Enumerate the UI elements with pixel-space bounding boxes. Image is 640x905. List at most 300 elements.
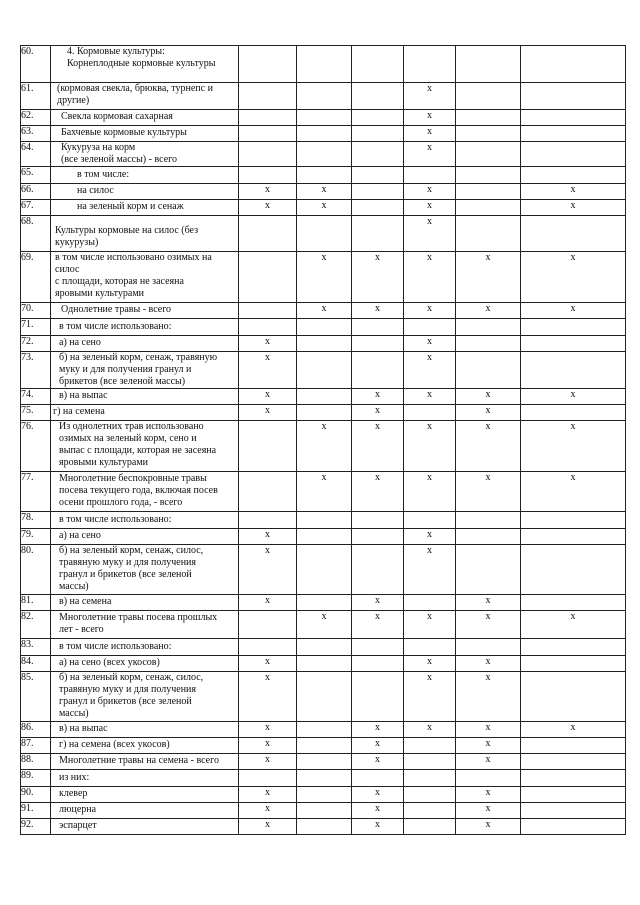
x-mark: x <box>375 819 380 830</box>
mark-cell <box>456 200 521 216</box>
mark-cell <box>352 611 404 639</box>
mark-cell <box>297 110 352 126</box>
x-mark: x <box>427 672 432 683</box>
mark-cell <box>297 819 352 835</box>
x-mark: x <box>485 819 491 830</box>
row-label-line: а) на сено <box>59 337 101 348</box>
x-mark: x <box>265 389 270 400</box>
x-mark: x <box>321 200 327 211</box>
mark-cell <box>521 639 626 656</box>
row-label-line: Из однолетних трав использовано <box>59 421 204 432</box>
x-mark: x <box>485 472 491 483</box>
mark-cell <box>404 722 456 738</box>
row-label-line: эспарцет <box>59 820 97 831</box>
row-label-line: в том числе использовано: <box>59 321 172 332</box>
mark-cell <box>352 142 404 167</box>
mark-cell <box>404 803 456 819</box>
row-label <box>51 336 239 352</box>
mark-cell <box>521 472 626 512</box>
mark-cell <box>352 389 404 405</box>
mark-cell <box>456 319 521 336</box>
x-mark: x <box>375 252 380 263</box>
mark-cell <box>521 200 626 216</box>
mark-cell <box>521 389 626 405</box>
mark-cell <box>456 803 521 819</box>
mark-cell <box>352 639 404 656</box>
row-label <box>51 595 239 611</box>
row-label <box>51 252 239 303</box>
table-row <box>21 512 626 529</box>
x-mark: x <box>427 83 432 94</box>
x-mark: x <box>485 421 491 432</box>
row-label-line: травяную муку и для получения <box>59 684 196 695</box>
row-label <box>51 389 239 405</box>
x-mark: x <box>427 336 432 347</box>
mark-cell <box>297 787 352 803</box>
x-mark: x <box>485 405 491 416</box>
row-label <box>51 529 239 545</box>
row-label-line: Корнеплодные кормовые культуры <box>67 58 216 69</box>
row-label-line: муку и для получения гранул и <box>59 364 192 375</box>
x-mark: x <box>265 529 270 540</box>
mark-cell <box>456 336 521 352</box>
mark-cell <box>456 529 521 545</box>
mark-cell <box>239 472 297 512</box>
row-label <box>51 512 239 529</box>
mark-cell <box>297 803 352 819</box>
mark-cell <box>456 722 521 738</box>
mark-cell <box>239 512 297 529</box>
mark-cell <box>297 389 352 405</box>
mark-cell <box>456 216 521 252</box>
row-label-line: массы) <box>59 581 89 592</box>
x-mark: x <box>321 184 327 195</box>
row-number: 71. <box>21 319 51 336</box>
row-number: 73. <box>21 352 51 389</box>
mark-cell <box>404 611 456 639</box>
row-number: 78. <box>21 512 51 529</box>
x-mark: x <box>570 252 576 263</box>
mark-cell <box>239 126 297 142</box>
row-label <box>51 405 239 421</box>
row-label-line: клевер <box>59 788 88 799</box>
row-label-line: а) на сено <box>59 530 101 541</box>
row-label <box>51 200 239 216</box>
row-label <box>51 110 239 126</box>
x-mark: x <box>265 787 270 798</box>
mark-cell <box>239 83 297 110</box>
mark-cell <box>239 738 297 754</box>
mark-cell <box>404 303 456 319</box>
table-row <box>21 639 626 656</box>
mark-cell <box>404 787 456 803</box>
mark-cell <box>404 512 456 529</box>
mark-cell <box>456 303 521 319</box>
mark-cell <box>521 184 626 200</box>
mark-cell <box>239 200 297 216</box>
row-label-line: гранул и брикетов (все зеленой <box>59 569 192 580</box>
mark-cell <box>352 126 404 142</box>
row-label-line: в том числе использовано: <box>59 514 172 525</box>
x-mark: x <box>375 754 380 765</box>
row-label-line: (все зеленой массы) - всего <box>61 154 177 165</box>
mark-cell <box>521 319 626 336</box>
mark-cell <box>456 110 521 126</box>
mark-cell <box>352 83 404 110</box>
row-label-line: г) на семена <box>53 406 105 417</box>
row-label-line: (кормовая свекла, брюква, турнепс и <box>57 83 213 94</box>
mark-cell <box>404 142 456 167</box>
x-mark: x <box>427 184 432 195</box>
x-mark: x <box>375 722 380 733</box>
mark-cell <box>297 595 352 611</box>
mark-cell <box>404 819 456 835</box>
row-label-line: травяную муку и для получения <box>59 557 196 568</box>
x-mark: x <box>485 611 491 622</box>
mark-cell <box>456 252 521 303</box>
row-label-line: Культуры кормовые на силос (без <box>55 225 199 236</box>
row-number: 81. <box>21 595 51 611</box>
row-label-line: осени прошлого года, - всего <box>59 497 183 508</box>
mark-cell <box>456 421 521 472</box>
row-label-line: в) на выпас <box>59 723 108 734</box>
row-label-line: б) на зеленый корм, сенаж, силос, <box>59 672 204 683</box>
x-mark: x <box>265 722 270 733</box>
mark-cell <box>352 738 404 754</box>
mark-cell <box>456 126 521 142</box>
mark-cell <box>521 83 626 110</box>
mark-cell <box>352 656 404 672</box>
row-number: 64. <box>21 142 51 167</box>
mark-cell <box>456 545 521 595</box>
x-mark: x <box>321 303 327 314</box>
mark-cell <box>521 216 626 252</box>
table-row <box>21 545 626 595</box>
mark-cell <box>297 184 352 200</box>
x-mark: x <box>570 184 576 195</box>
mark-cell <box>521 512 626 529</box>
mark-cell <box>239 110 297 126</box>
mark-cell <box>239 803 297 819</box>
row-label-line: с площади, которая не засеяна <box>55 276 184 287</box>
mark-cell <box>352 200 404 216</box>
row-number: 84. <box>21 656 51 672</box>
x-mark: x <box>427 303 432 314</box>
mark-cell <box>521 754 626 770</box>
table-row <box>21 200 626 216</box>
mark-cell <box>239 545 297 595</box>
mark-cell <box>404 656 456 672</box>
table-row <box>21 421 626 472</box>
mark-cell <box>239 770 297 787</box>
table-row <box>21 770 626 787</box>
mark-cell <box>521 352 626 389</box>
mark-cell <box>352 722 404 738</box>
row-label-line: массы) <box>59 708 89 719</box>
x-mark: x <box>485 787 491 798</box>
row-label <box>51 787 239 803</box>
row-label <box>51 656 239 672</box>
mark-cell <box>297 754 352 770</box>
mark-cell <box>239 184 297 200</box>
row-label <box>51 754 239 770</box>
row-label-line: озимых на зеленый корм, сено и <box>59 433 197 444</box>
mark-cell <box>239 421 297 472</box>
x-mark: x <box>485 656 491 667</box>
x-mark: x <box>265 819 270 830</box>
row-number: 85. <box>21 672 51 722</box>
mark-cell <box>352 167 404 184</box>
x-mark: x <box>265 595 270 606</box>
mark-cell <box>239 167 297 184</box>
row-number: 67. <box>21 200 51 216</box>
x-mark: x <box>570 303 576 314</box>
table-row <box>21 595 626 611</box>
mark-cell <box>352 216 404 252</box>
row-label <box>51 421 239 472</box>
mark-cell <box>404 110 456 126</box>
x-mark: x <box>375 611 380 622</box>
x-mark: x <box>570 421 576 432</box>
mark-cell <box>352 770 404 787</box>
mark-cell <box>456 611 521 639</box>
table-row <box>21 389 626 405</box>
mark-cell <box>456 738 521 754</box>
row-label-line: брикетов (все зеленой массы) <box>59 376 186 387</box>
mark-cell <box>297 472 352 512</box>
mark-cell <box>239 389 297 405</box>
x-mark: x <box>427 110 432 121</box>
row-label-line: посева текущего года, включая посев <box>59 485 218 496</box>
row-label-line: Многолетние травы посева прошлых <box>59 612 218 623</box>
x-mark: x <box>485 738 491 749</box>
mark-cell <box>456 83 521 110</box>
mark-cell <box>239 611 297 639</box>
x-mark: x <box>375 787 380 798</box>
mark-cell <box>521 421 626 472</box>
mark-cell <box>404 754 456 770</box>
mark-cell <box>456 405 521 421</box>
x-mark: x <box>427 142 432 153</box>
mark-cell <box>456 819 521 835</box>
row-number: 75. <box>21 405 51 421</box>
mark-cell <box>521 545 626 595</box>
mark-cell <box>404 770 456 787</box>
row-number: 72. <box>21 336 51 352</box>
row-label <box>51 545 239 595</box>
row-label <box>51 803 239 819</box>
mark-cell <box>404 389 456 405</box>
row-label <box>51 639 239 656</box>
row-label-line: выпас с площади, которая не засеяна <box>59 445 217 456</box>
row-number: 88. <box>21 754 51 770</box>
x-mark: x <box>375 303 380 314</box>
table-row <box>21 672 626 722</box>
table-row <box>21 110 626 126</box>
row-number: 79. <box>21 529 51 545</box>
table-row <box>21 738 626 754</box>
mark-cell <box>352 472 404 512</box>
x-mark: x <box>265 545 270 556</box>
row-label <box>51 167 239 184</box>
row-label <box>51 46 239 83</box>
mark-cell <box>404 421 456 472</box>
x-mark: x <box>265 738 270 749</box>
mark-cell <box>239 595 297 611</box>
mark-cell <box>521 672 626 722</box>
row-label-line: б) на зеленый корм, сенаж, силос, <box>59 545 204 556</box>
x-mark: x <box>427 529 432 540</box>
row-label-line: в том числе: <box>77 169 130 180</box>
x-mark: x <box>265 672 270 683</box>
mark-cell <box>521 819 626 835</box>
x-mark: x <box>265 405 270 416</box>
table-row <box>21 303 626 319</box>
row-label <box>51 184 239 200</box>
row-label <box>51 126 239 142</box>
x-mark: x <box>485 389 491 400</box>
table-row <box>21 803 626 819</box>
row-label-line: силос <box>55 264 80 275</box>
mark-cell <box>521 167 626 184</box>
mark-cell <box>521 126 626 142</box>
x-mark: x <box>265 184 270 195</box>
row-label-line: в том числе использовано: <box>59 641 172 652</box>
mark-cell <box>352 529 404 545</box>
table-row <box>21 336 626 352</box>
row-label <box>51 319 239 336</box>
mark-cell <box>456 472 521 512</box>
row-number: 62. <box>21 110 51 126</box>
row-number: 82. <box>21 611 51 639</box>
mark-cell <box>297 770 352 787</box>
mark-cell <box>352 405 404 421</box>
row-label-line: Многолетние травы на семена - всего <box>59 755 219 766</box>
x-mark: x <box>427 352 432 363</box>
x-mark: x <box>427 200 432 211</box>
mark-cell <box>239 252 297 303</box>
x-mark: x <box>375 472 380 483</box>
mark-cell <box>404 738 456 754</box>
mark-cell <box>404 216 456 252</box>
row-label <box>51 819 239 835</box>
mark-cell <box>456 46 521 83</box>
x-mark: x <box>427 722 432 733</box>
row-number: 70. <box>21 303 51 319</box>
mark-cell <box>521 142 626 167</box>
mark-cell <box>297 405 352 421</box>
row-number: 80. <box>21 545 51 595</box>
mark-cell <box>456 656 521 672</box>
row-label-line: из них: <box>59 772 90 783</box>
x-mark: x <box>321 421 327 432</box>
x-mark: x <box>321 252 327 263</box>
table-row <box>21 184 626 200</box>
mark-cell <box>404 126 456 142</box>
mark-cell <box>404 545 456 595</box>
mark-cell <box>404 595 456 611</box>
x-mark: x <box>375 595 380 606</box>
mark-cell <box>404 184 456 200</box>
mark-cell <box>521 303 626 319</box>
row-label <box>51 142 239 167</box>
mark-cell <box>352 819 404 835</box>
x-mark: x <box>485 672 491 683</box>
x-mark: x <box>570 389 576 400</box>
row-number: 92. <box>21 819 51 835</box>
mark-cell <box>297 303 352 319</box>
row-label-line: в) на выпас <box>59 390 108 401</box>
table-row <box>21 722 626 738</box>
mark-cell <box>352 303 404 319</box>
x-mark: x <box>375 421 380 432</box>
mark-cell <box>239 352 297 389</box>
row-label-line: а) на сено (всех укосов) <box>59 657 160 668</box>
mark-cell <box>521 252 626 303</box>
mark-cell <box>456 142 521 167</box>
mark-cell <box>239 319 297 336</box>
mark-cell <box>521 803 626 819</box>
mark-cell <box>239 303 297 319</box>
mark-cell <box>352 754 404 770</box>
mark-cell <box>521 738 626 754</box>
x-mark: x <box>265 336 270 347</box>
mark-cell <box>456 167 521 184</box>
mark-cell <box>456 639 521 656</box>
x-mark: x <box>427 252 432 263</box>
x-mark: x <box>321 472 327 483</box>
row-number: 66. <box>21 184 51 200</box>
row-label <box>51 216 239 252</box>
table-row <box>21 319 626 336</box>
mark-cell <box>521 46 626 83</box>
x-mark: x <box>570 722 576 733</box>
mark-cell <box>521 110 626 126</box>
row-label <box>51 352 239 389</box>
mark-cell <box>297 336 352 352</box>
mark-cell <box>352 319 404 336</box>
table-row <box>21 405 626 421</box>
row-number: 68. <box>21 216 51 252</box>
mark-cell <box>404 352 456 389</box>
row-label-line: на зеленый корм и сенаж <box>77 201 184 212</box>
mark-cell <box>352 336 404 352</box>
row-label <box>51 722 239 738</box>
mark-cell <box>352 803 404 819</box>
mark-cell <box>352 672 404 722</box>
row-label-line: Многолетние беспокровные травы <box>59 473 207 484</box>
mark-cell <box>521 405 626 421</box>
x-mark: x <box>485 252 491 263</box>
x-mark: x <box>375 405 380 416</box>
mark-cell <box>239 529 297 545</box>
table-row <box>21 529 626 545</box>
row-number: 63. <box>21 126 51 142</box>
mark-cell <box>297 611 352 639</box>
mark-cell <box>297 319 352 336</box>
mark-cell <box>352 595 404 611</box>
row-number: 91. <box>21 803 51 819</box>
row-label-line: лет - всего <box>59 624 104 635</box>
x-mark: x <box>570 611 576 622</box>
table-row <box>21 754 626 770</box>
x-mark: x <box>427 216 432 227</box>
mark-cell <box>404 529 456 545</box>
mark-cell <box>521 656 626 672</box>
mark-cell <box>239 216 297 252</box>
table-row <box>21 611 626 639</box>
mark-cell <box>521 787 626 803</box>
